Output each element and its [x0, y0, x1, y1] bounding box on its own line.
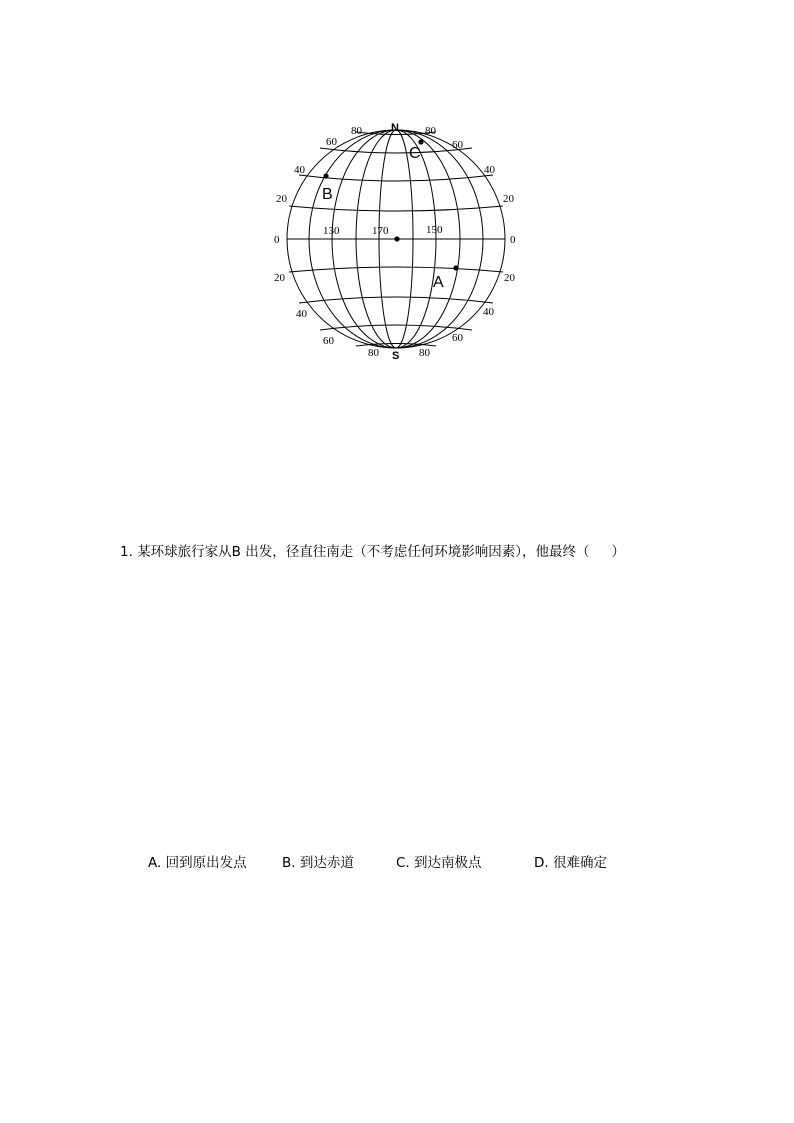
parallel-20s — [289, 267, 503, 272]
lon-label: 130 — [323, 225, 340, 237]
lat-label-left: 60 — [323, 335, 334, 347]
option-label: C. — [396, 855, 410, 871]
point-c-dot — [418, 139, 423, 144]
point-a-dot — [453, 265, 458, 270]
lat-label-right: 20 — [504, 272, 515, 284]
option-b[interactable] — [282, 851, 354, 871]
option-text: 到达南极点 — [414, 855, 482, 871]
lat-label-right: 80 — [419, 347, 430, 359]
option-d[interactable] — [534, 851, 607, 871]
lat-label-left: 60 — [326, 136, 337, 148]
option-label: A. — [148, 855, 162, 871]
lon-label: 150 — [426, 224, 443, 236]
question-number: 1. — [120, 544, 133, 560]
lat-label-right: 40 — [483, 306, 494, 318]
option-text: 回到原出发点 — [165, 855, 247, 871]
lat-label-left: 80 — [351, 125, 362, 137]
point-b-label: B — [322, 186, 333, 203]
lat-label-left: 20 — [274, 272, 285, 284]
globe-figure — [268, 115, 528, 375]
option-a[interactable] — [148, 851, 247, 871]
question-text: 某环球旅行家从B 出发，径直往南走（不考虑任何环境影响因素），他最终（ — [137, 544, 590, 560]
lat-label-left: 80 — [368, 347, 379, 359]
option-label: B. — [282, 855, 296, 871]
lat-label-left: 0 — [274, 234, 280, 246]
question-1 — [120, 540, 625, 560]
lat-label-right: 60 — [452, 139, 463, 151]
lat-label-right: 0 — [510, 234, 516, 246]
point-a-label: A — [433, 274, 444, 291]
lat-label-right: 60 — [452, 332, 463, 344]
parallel-20n — [289, 206, 503, 211]
option-c[interactable] — [396, 851, 482, 871]
center-dot — [394, 236, 399, 241]
lat-label-left: 40 — [294, 164, 305, 176]
lat-label-right: 80 — [425, 125, 436, 137]
lat-label-right: 20 — [503, 193, 514, 205]
lat-label-left: 20 — [276, 193, 287, 205]
option-text: 很难确定 — [552, 855, 607, 871]
point-c-label: C — [409, 145, 421, 162]
lat-label-right: 40 — [484, 164, 495, 176]
point-b-dot — [323, 173, 328, 178]
north-pole-label: N — [391, 122, 399, 134]
lon-label: 170 — [372, 225, 389, 237]
south-pole-label: S — [392, 350, 400, 362]
question-close: ） — [611, 544, 625, 560]
parallel-40s — [299, 297, 493, 303]
option-text: 到达赤道 — [299, 855, 354, 871]
option-label: D. — [534, 855, 549, 871]
lat-label-left: 40 — [296, 308, 307, 320]
